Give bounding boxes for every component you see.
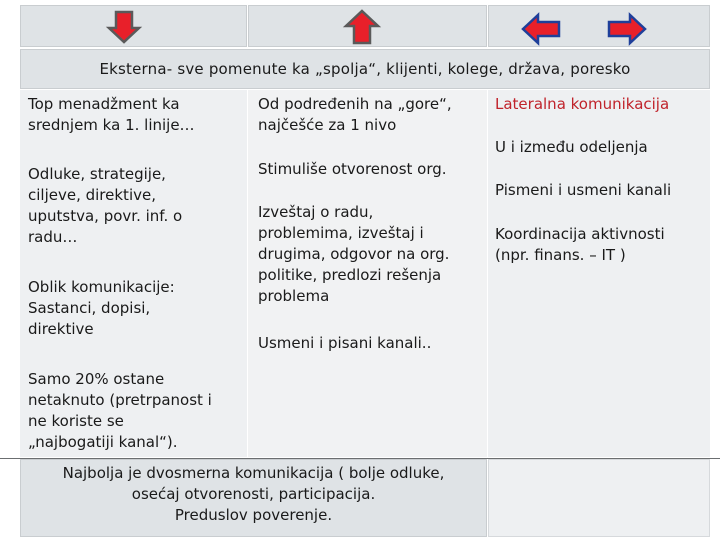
lateral-comm-channels: Pismeni i usmeni kanali (495, 181, 672, 199)
downward-comm-content: Odluke, strategije, ciljeve, direktive, uputstva, povr. inf. o radu… (28, 165, 183, 246)
arrow-down-icon (106, 10, 142, 44)
upward-comm-direction: Od podređenih na „gore“, najčešće za 1 nivo (258, 95, 452, 134)
two-way-communication-note: Najbolja je dvosmerna komunikacija ( bolje odluke, osećaj otvorenosti, participacija. Preduslov poverenje. (20, 459, 487, 537)
external-communication-banner: Eksterna- sve pomenute ka „spolja“, klijenti, kolege, država, poresko (20, 49, 710, 89)
upward-comm-content: Izveštaj o radu, problemima, izveštaj i drugima, odgovor na org. politike, predlozi rešenja problema (258, 203, 450, 305)
upward-comm-effect: Stimuliše otvorenost org. (258, 160, 447, 178)
lateral-comm-coordination: Koordinacija aktivnosti (npr. finans. – IT ) (495, 225, 665, 264)
downward-comm-direction: Top menadžment ka srednjem ka 1. linije… (28, 95, 195, 134)
lateral-comm-scope: U i između odeljenja (495, 138, 648, 156)
upward-comm-channels: Usmeni i pisani kanali.. (258, 334, 432, 352)
arrow-left-icon (520, 12, 562, 46)
arrow-up-icon (343, 8, 381, 46)
downward-comm-forms: Oblik komunikacije: Sastanci, dopisi, direktive (28, 278, 175, 338)
arrow-right-icon (606, 12, 648, 46)
lateral-comm-title: Lateralna komunikacija (495, 95, 670, 113)
downward-comm-note: Samo 20% ostane netaknuto (pretrpanost i ne koriste se „najbogatiji kanal“). (28, 370, 212, 451)
footer-right-cell (488, 459, 710, 537)
